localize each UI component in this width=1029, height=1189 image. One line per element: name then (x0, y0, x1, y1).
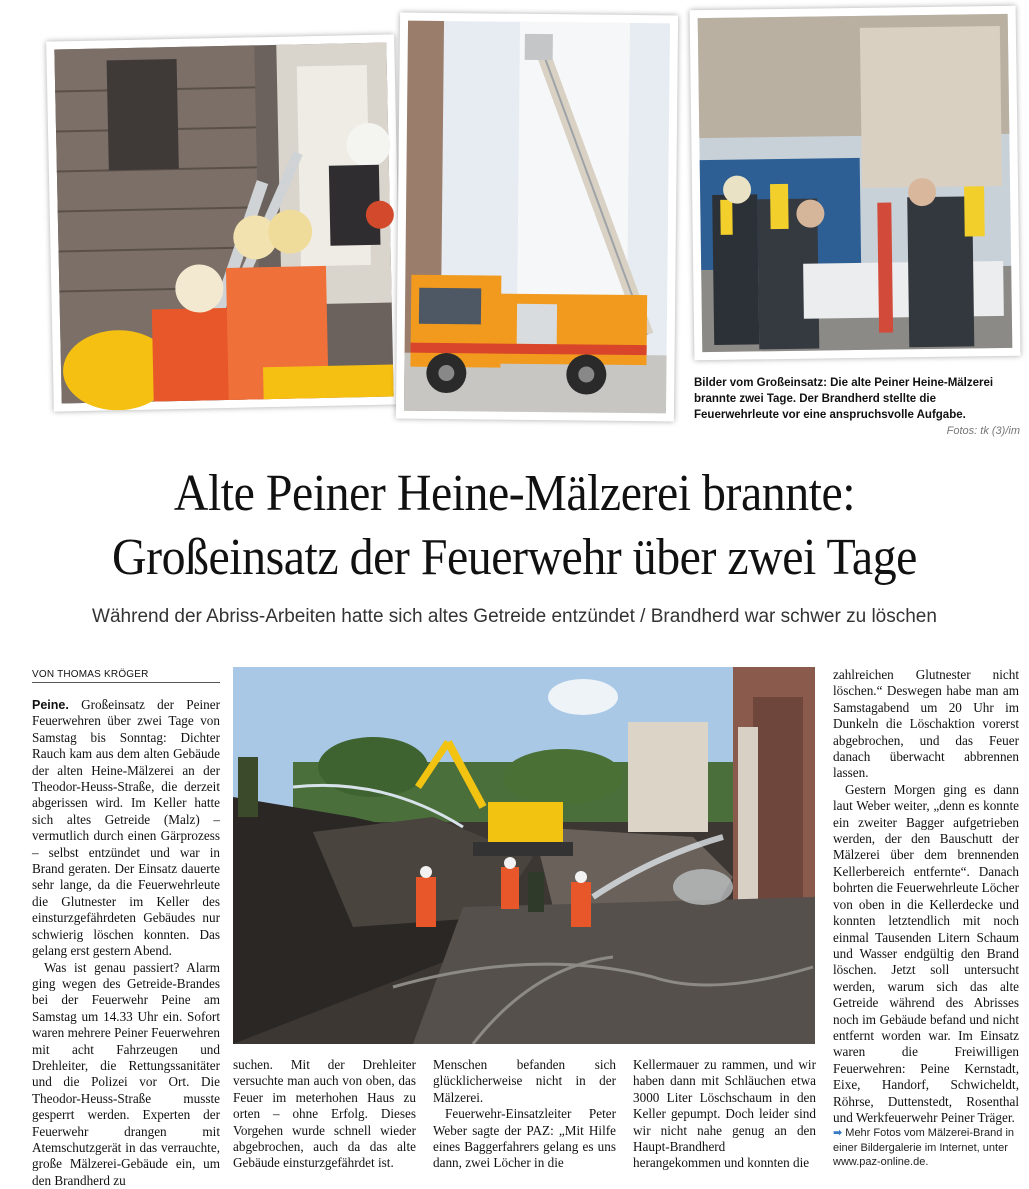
article-paragraph: Was ist genau passiert? Alarm ging wegen des Getreide-Brandes bei der Feuerwehr Peine am Samstag um 14.33 Uhr ein. Sofort waren mehrere Peiner Feuerwehren mit acht Fahrzeugen und Drehleiter, die Rettungssanitäter und die Polizei vor Ort. Die Theodor-Heuss-Straße musste gesperrt werden. Experten der Feuerwehr drangen mit Atemschutzgerät in das verrauchte, große Mälzerei-Gebäude ein, um den Brandherd zu (32, 960, 220, 1189)
article-column-4 (633, 1057, 816, 1172)
subheadline: Während der Abriss-Arbeiten hatte sich altes Getreide entzündet / Brandherd war schwer zu löschen (0, 606, 1029, 628)
article-paragraph: Gestern Morgen ging es dann laut Weber weiter, „denn es konnte ein zweiter Bagger aufgetrieben werden, der den Bauschutt der Mälzerei über dem brennenden Kellerbereich entfernte“. Danach bohrten die Feuerwehrleute Löcher von oben in die Kellerdecke und konnten letztendlich mit noch einmal Tausenden Litern Schaum und Wasser endgültig den Brand löschen. Jetzt soll untersucht werden, warum sich das alte Getreide während des Abrisses noch im Gebäude befand und nicht entfernt worden war. Im Einsatz waren die Freiwilligen Feuerwehren: Peine Kernstadt, Eixe, Handorf, Schwicheldt, Röhrse, Duttenstedt, Rosenthal und Werkfeuerwehr Peiner Träger. (833, 782, 1019, 1127)
article-paragraph: Kellermauer zu rammen, und wir haben dann mit Schläuchen etwa 3000 Liter Löschschaum in den Keller gepumpt. Doch leider sind wir nicht nahe genug an den Haupt-Brandherd herangekommen und konnten die (633, 1057, 816, 1172)
photo-ladder-truck (396, 13, 678, 422)
more-photos-text: Mehr Fotos vom Mälzerei-Brand in einer Bildergalerie im Internet, unter www.paz-online.de. (833, 1127, 1014, 1168)
article-paragraph: Feuerwehr-Einsatzleiter Peter Weber sagte der PAZ: „Mit Hilfe eines Baggerfahrers gelang es uns dann, zwei Löcher in die (433, 1106, 616, 1172)
headline-line-2: Großeinsatz der Feuerwehr über zwei Tage (112, 529, 917, 586)
photo-respirator-crew (690, 6, 1021, 361)
dateline: Peine. (32, 698, 69, 712)
article-paragraph: Menschen befanden sich glücklicherweise nicht in der Mälzerei. (433, 1057, 616, 1106)
article-column-1 (32, 697, 220, 1189)
photo-demolition-site (233, 667, 815, 1044)
photo-credit: Fotos: tk (3)/im (947, 423, 1020, 439)
photo-caption (694, 375, 1020, 439)
article-column-5 (833, 667, 1019, 1126)
article-paragraph (32, 697, 220, 960)
headline (41, 462, 988, 590)
article-column-2 (233, 1057, 416, 1172)
photo-firefighters-window (46, 34, 402, 411)
arrow-right-icon: ➡ (833, 1127, 842, 1139)
headline-line-1: Alte Peiner Heine-Mälzerei brannte: (174, 465, 855, 522)
article-text: Großeinsatz der Peiner Feuerwehren über zwei Tage von Samstag bis Sonntag: Dichter Rauch kam aus dem alten Gebäude der alten Heine-Mälzerei an der Theodor-Heuss-Straße, die derzeit abgerissen wird. Im Keller hatte sich altes Getreide (Malz) – vermutlich durch einen Gärprozess – selbst entzündet und war in Brand geraten. Der Einsatz dauerte sehr lange, da die Feuerwehrleute die Glutnester im Keller des einsturzgefährdeten Gebäudes nur schwierig löschen konnten. Das gelang erst gestern Abend. (32, 697, 220, 958)
byline: VON THOMAS KRÖGER (32, 669, 220, 683)
article-paragraph: zahlreichen Glutnester nicht löschen.“ Deswegen habe man am Samstagabend um 20 Uhr im Dunkeln die Löschaktion vorerst abgebrochen, und das Feuer danach überwacht abbrennen lassen. (833, 667, 1019, 782)
article-paragraph: suchen. Mit der Drehleiter versuchte man auch von oben, das Feuer im meterhohen Haus zu orten – ohne Erfolg. Dieses Vorgehen wurde schnell wieder abgebrochen, auch da das alte Gebäude einsturzgefährdet ist. (233, 1057, 416, 1172)
more-photos-link[interactable] (833, 1126, 1019, 1170)
photo-caption-text: Bilder vom Großeinsatz: Die alte Peiner Heine-Mälzerei brannte zwei Tage. Der Brandherd stellte die Feuerwehrleute vor eine anspruchsvolle Aufgabe. (694, 377, 993, 421)
article-column-3 (433, 1057, 616, 1172)
